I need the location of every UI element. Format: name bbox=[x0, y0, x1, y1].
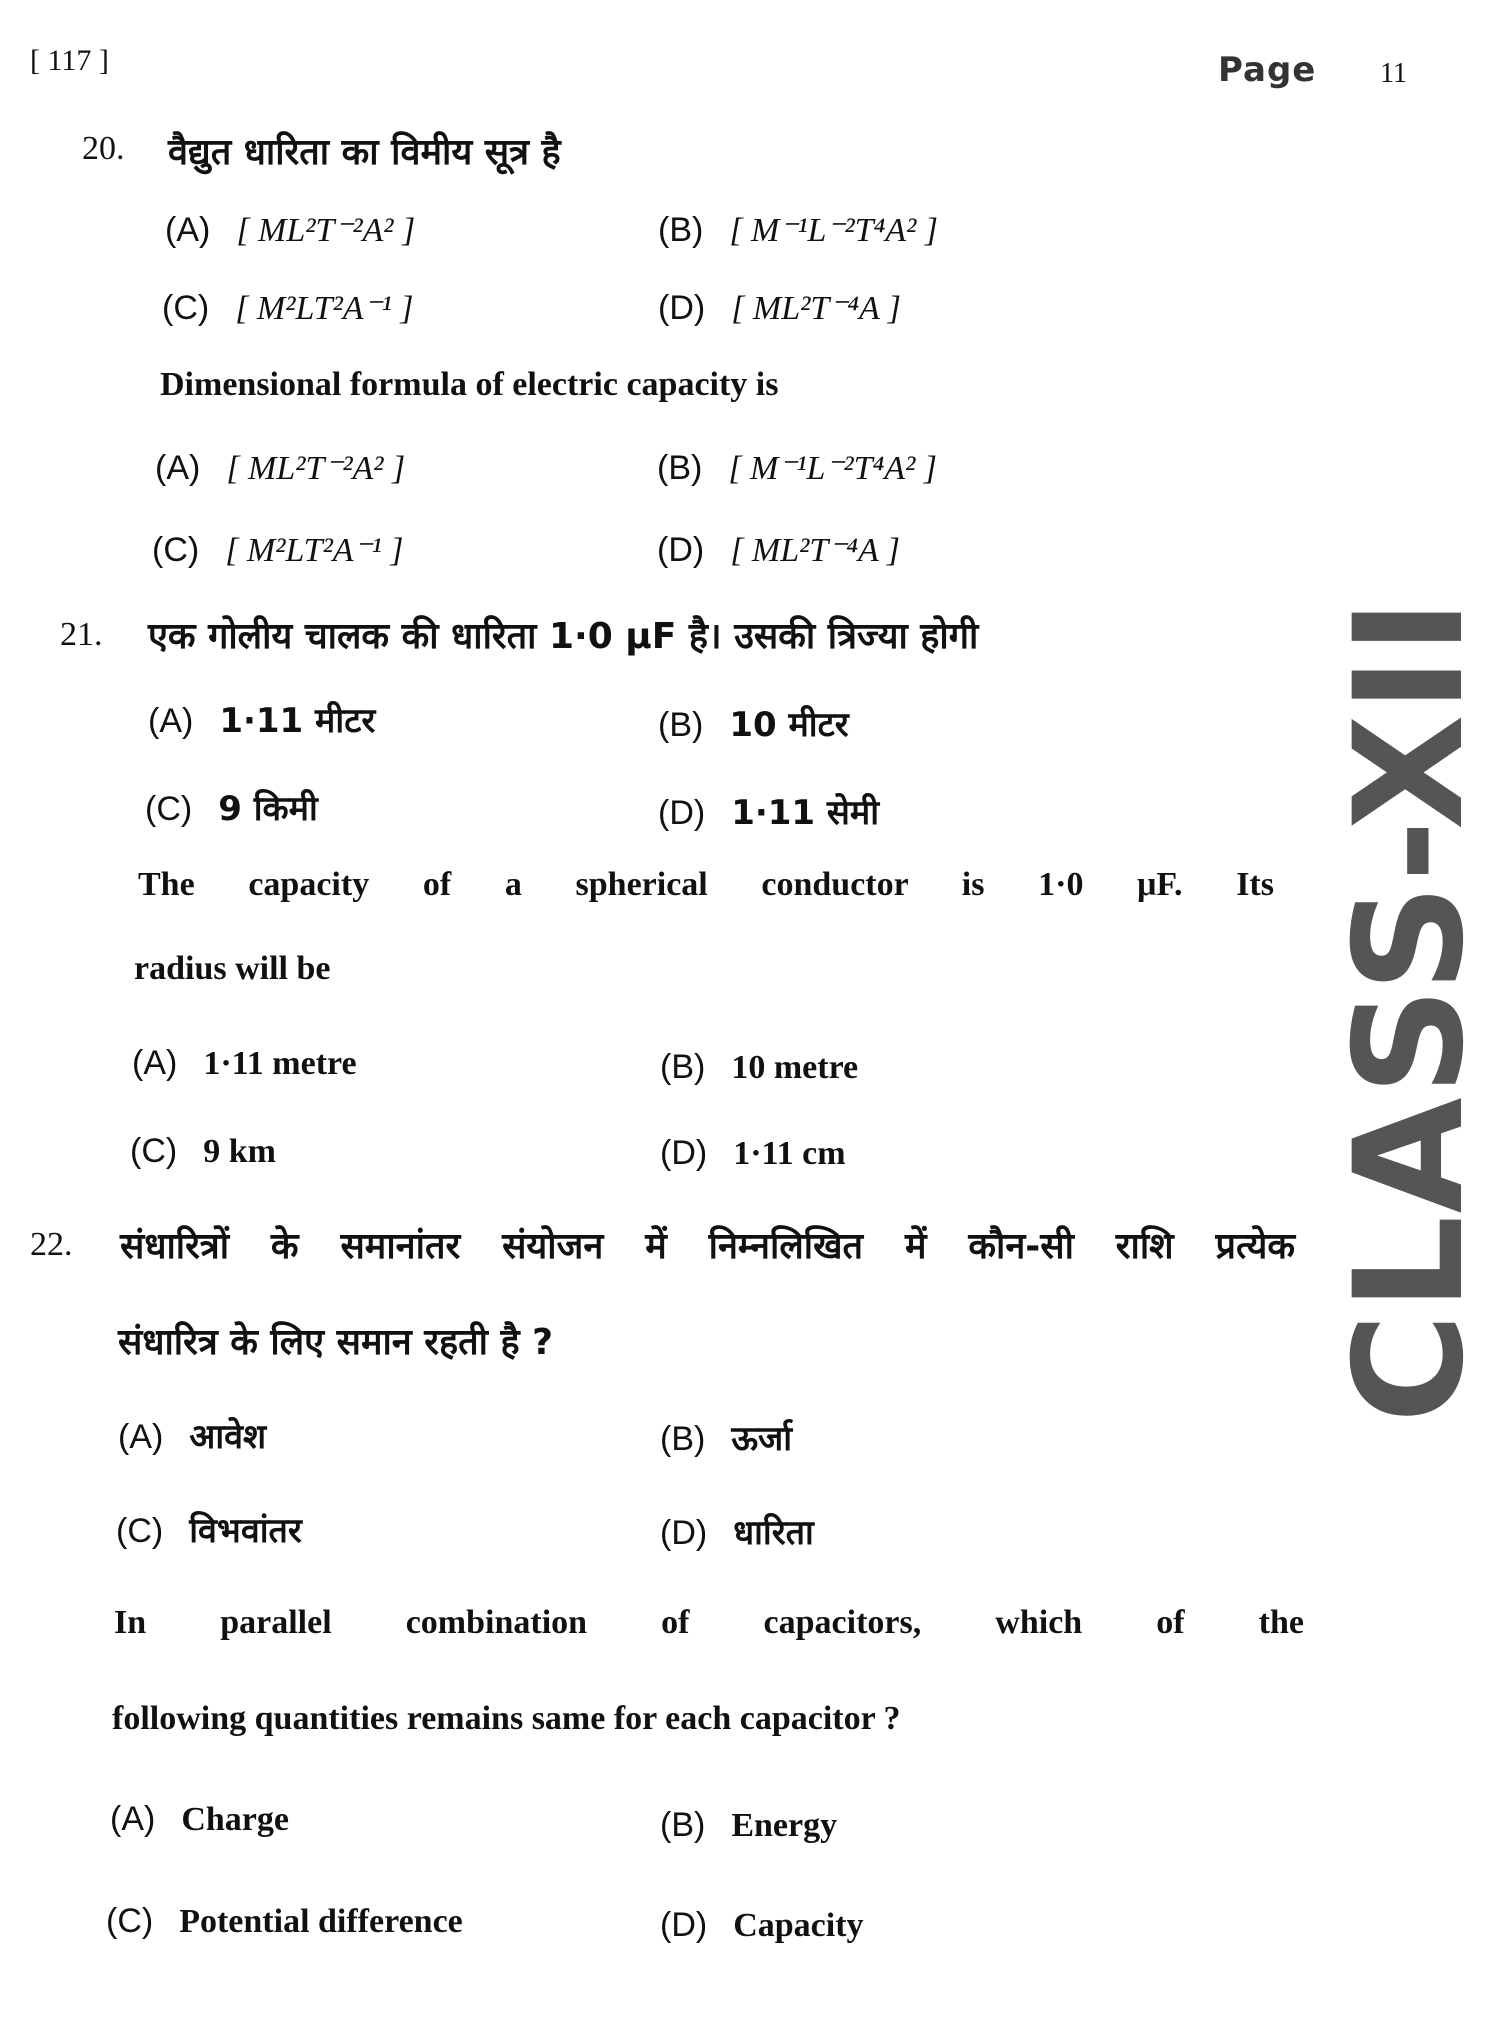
option-label: (B) bbox=[657, 449, 703, 487]
option-label: (D) bbox=[660, 1134, 708, 1172]
option-value: [ M⁻¹L⁻²T⁴A² ] bbox=[728, 450, 937, 487]
option-value: [ M²LT²A⁻¹ ] bbox=[225, 532, 404, 569]
option-label: (B) bbox=[658, 706, 704, 744]
option-c-hindi[interactable] bbox=[162, 288, 413, 328]
option-value: 9 km bbox=[203, 1133, 276, 1170]
option-value: [ ML²T⁻⁴A ] bbox=[730, 532, 900, 569]
option-value: 1·11 metre bbox=[203, 1045, 357, 1082]
option-d-hindi[interactable] bbox=[660, 1508, 814, 1554]
option-value: ऊर्जा bbox=[731, 1419, 793, 1459]
question-text-hindi-line2: संधारित्र के लिए समान रहती है ? bbox=[118, 1322, 554, 1363]
option-label: (A) bbox=[165, 211, 211, 249]
question-number: 22. bbox=[30, 1226, 73, 1263]
question-text-english: Dimensional formula of electric capacity is bbox=[160, 366, 779, 403]
option-value: 10 मीटर bbox=[729, 705, 849, 745]
option-c-hindi[interactable] bbox=[145, 784, 318, 830]
option-label: (D) bbox=[660, 1906, 708, 1944]
option-label: (A) bbox=[110, 1800, 156, 1838]
option-label: (C) bbox=[162, 289, 210, 327]
option-value: [ M⁻¹L⁻²T⁴A² ] bbox=[729, 212, 938, 249]
option-label: (C) bbox=[152, 531, 200, 569]
class-banner-text: CLASS-XII bbox=[1323, 596, 1497, 1424]
option-label: (A) bbox=[148, 702, 194, 740]
option-b-english[interactable] bbox=[660, 1048, 858, 1087]
option-b-english[interactable] bbox=[660, 1806, 837, 1845]
option-value: आवेश bbox=[189, 1417, 267, 1457]
option-b-english[interactable] bbox=[657, 448, 937, 488]
option-d-hindi[interactable] bbox=[658, 788, 879, 834]
option-label: (D) bbox=[660, 1514, 708, 1552]
option-label: (D) bbox=[658, 289, 706, 327]
page-code: [ 117 ] bbox=[30, 44, 109, 77]
option-a-english[interactable] bbox=[110, 1800, 289, 1839]
question-text-english-line1: In parallel combination of capacitors, which of the bbox=[114, 1604, 1304, 1641]
option-label: (C) bbox=[130, 1132, 178, 1170]
option-d-english[interactable] bbox=[660, 1906, 864, 1945]
option-label: (B) bbox=[660, 1420, 706, 1458]
option-value: 1·11 सेमी bbox=[731, 793, 880, 833]
question-text-hindi: वैद्युत धारिता का विमीय सूत्र है bbox=[168, 132, 561, 173]
side-banner bbox=[1323, 420, 1497, 1600]
option-value: [ M²LT²A⁻¹ ] bbox=[235, 290, 414, 327]
option-a-hindi[interactable] bbox=[165, 210, 415, 250]
option-a-english[interactable] bbox=[132, 1044, 357, 1083]
option-value: 1·11 cm bbox=[733, 1135, 846, 1172]
option-c-english[interactable] bbox=[106, 1902, 463, 1941]
question-text-english-line2: following quantities remains same for each capacitor ? bbox=[112, 1700, 901, 1737]
option-label: (A) bbox=[118, 1418, 164, 1456]
option-value: 10 metre bbox=[731, 1049, 859, 1086]
option-value: Potential difference bbox=[179, 1903, 463, 1940]
option-value: Capacity bbox=[733, 1907, 864, 1944]
option-value: 1·11 मीटर bbox=[219, 701, 376, 741]
option-label: (A) bbox=[155, 449, 201, 487]
option-d-english[interactable] bbox=[657, 530, 900, 570]
page-label: Page bbox=[1218, 50, 1317, 90]
option-label: (D) bbox=[657, 531, 705, 569]
question-number: 20. bbox=[82, 130, 125, 167]
question-text-english-line2: radius will be bbox=[134, 950, 331, 987]
option-c-english[interactable] bbox=[130, 1132, 276, 1171]
option-c-hindi[interactable] bbox=[116, 1506, 302, 1552]
option-label: (C) bbox=[116, 1512, 164, 1550]
option-label: (B) bbox=[660, 1048, 706, 1086]
option-b-hindi[interactable] bbox=[660, 1414, 792, 1460]
option-a-hindi[interactable] bbox=[118, 1412, 266, 1458]
option-a-hindi[interactable] bbox=[148, 696, 375, 742]
option-value: Energy bbox=[731, 1807, 838, 1844]
question-text-hindi: एक गोलीय चालक की धारिता 1·0 μF है। उसकी त्रिज्या होगी bbox=[148, 616, 979, 657]
option-value: 9 किमी bbox=[218, 789, 318, 829]
question-text-english-line1: The capacity of a spherical conductor is 1·0 μF. Its bbox=[138, 866, 1274, 903]
option-d-english[interactable] bbox=[660, 1134, 846, 1173]
question-text-hindi-line1: संधारित्रों के समानांतर संयोजन में निम्नलिखित में कौन-सी राशि प्रत्येक bbox=[120, 1226, 1295, 1267]
option-c-english[interactable] bbox=[152, 530, 403, 570]
option-label: (A) bbox=[132, 1044, 178, 1082]
page-number: 11 bbox=[1380, 58, 1407, 89]
option-label: (C) bbox=[145, 790, 193, 828]
option-value: Charge bbox=[181, 1801, 289, 1838]
option-b-hindi[interactable] bbox=[658, 700, 849, 746]
option-label: (C) bbox=[106, 1902, 154, 1940]
option-label: (B) bbox=[658, 211, 704, 249]
option-label: (D) bbox=[658, 794, 706, 832]
option-value: धारिता bbox=[733, 1513, 814, 1553]
option-d-hindi[interactable] bbox=[658, 288, 901, 328]
option-value: [ ML²T⁻²A² ] bbox=[236, 212, 416, 249]
option-a-english[interactable] bbox=[155, 448, 405, 488]
question-number: 21. bbox=[60, 616, 103, 653]
option-value: [ ML²T⁻⁴A ] bbox=[731, 290, 901, 327]
option-label: (B) bbox=[660, 1806, 706, 1844]
option-value: [ ML²T⁻²A² ] bbox=[226, 450, 406, 487]
option-b-hindi[interactable] bbox=[658, 210, 938, 250]
option-value: विभवांतर bbox=[189, 1511, 302, 1551]
